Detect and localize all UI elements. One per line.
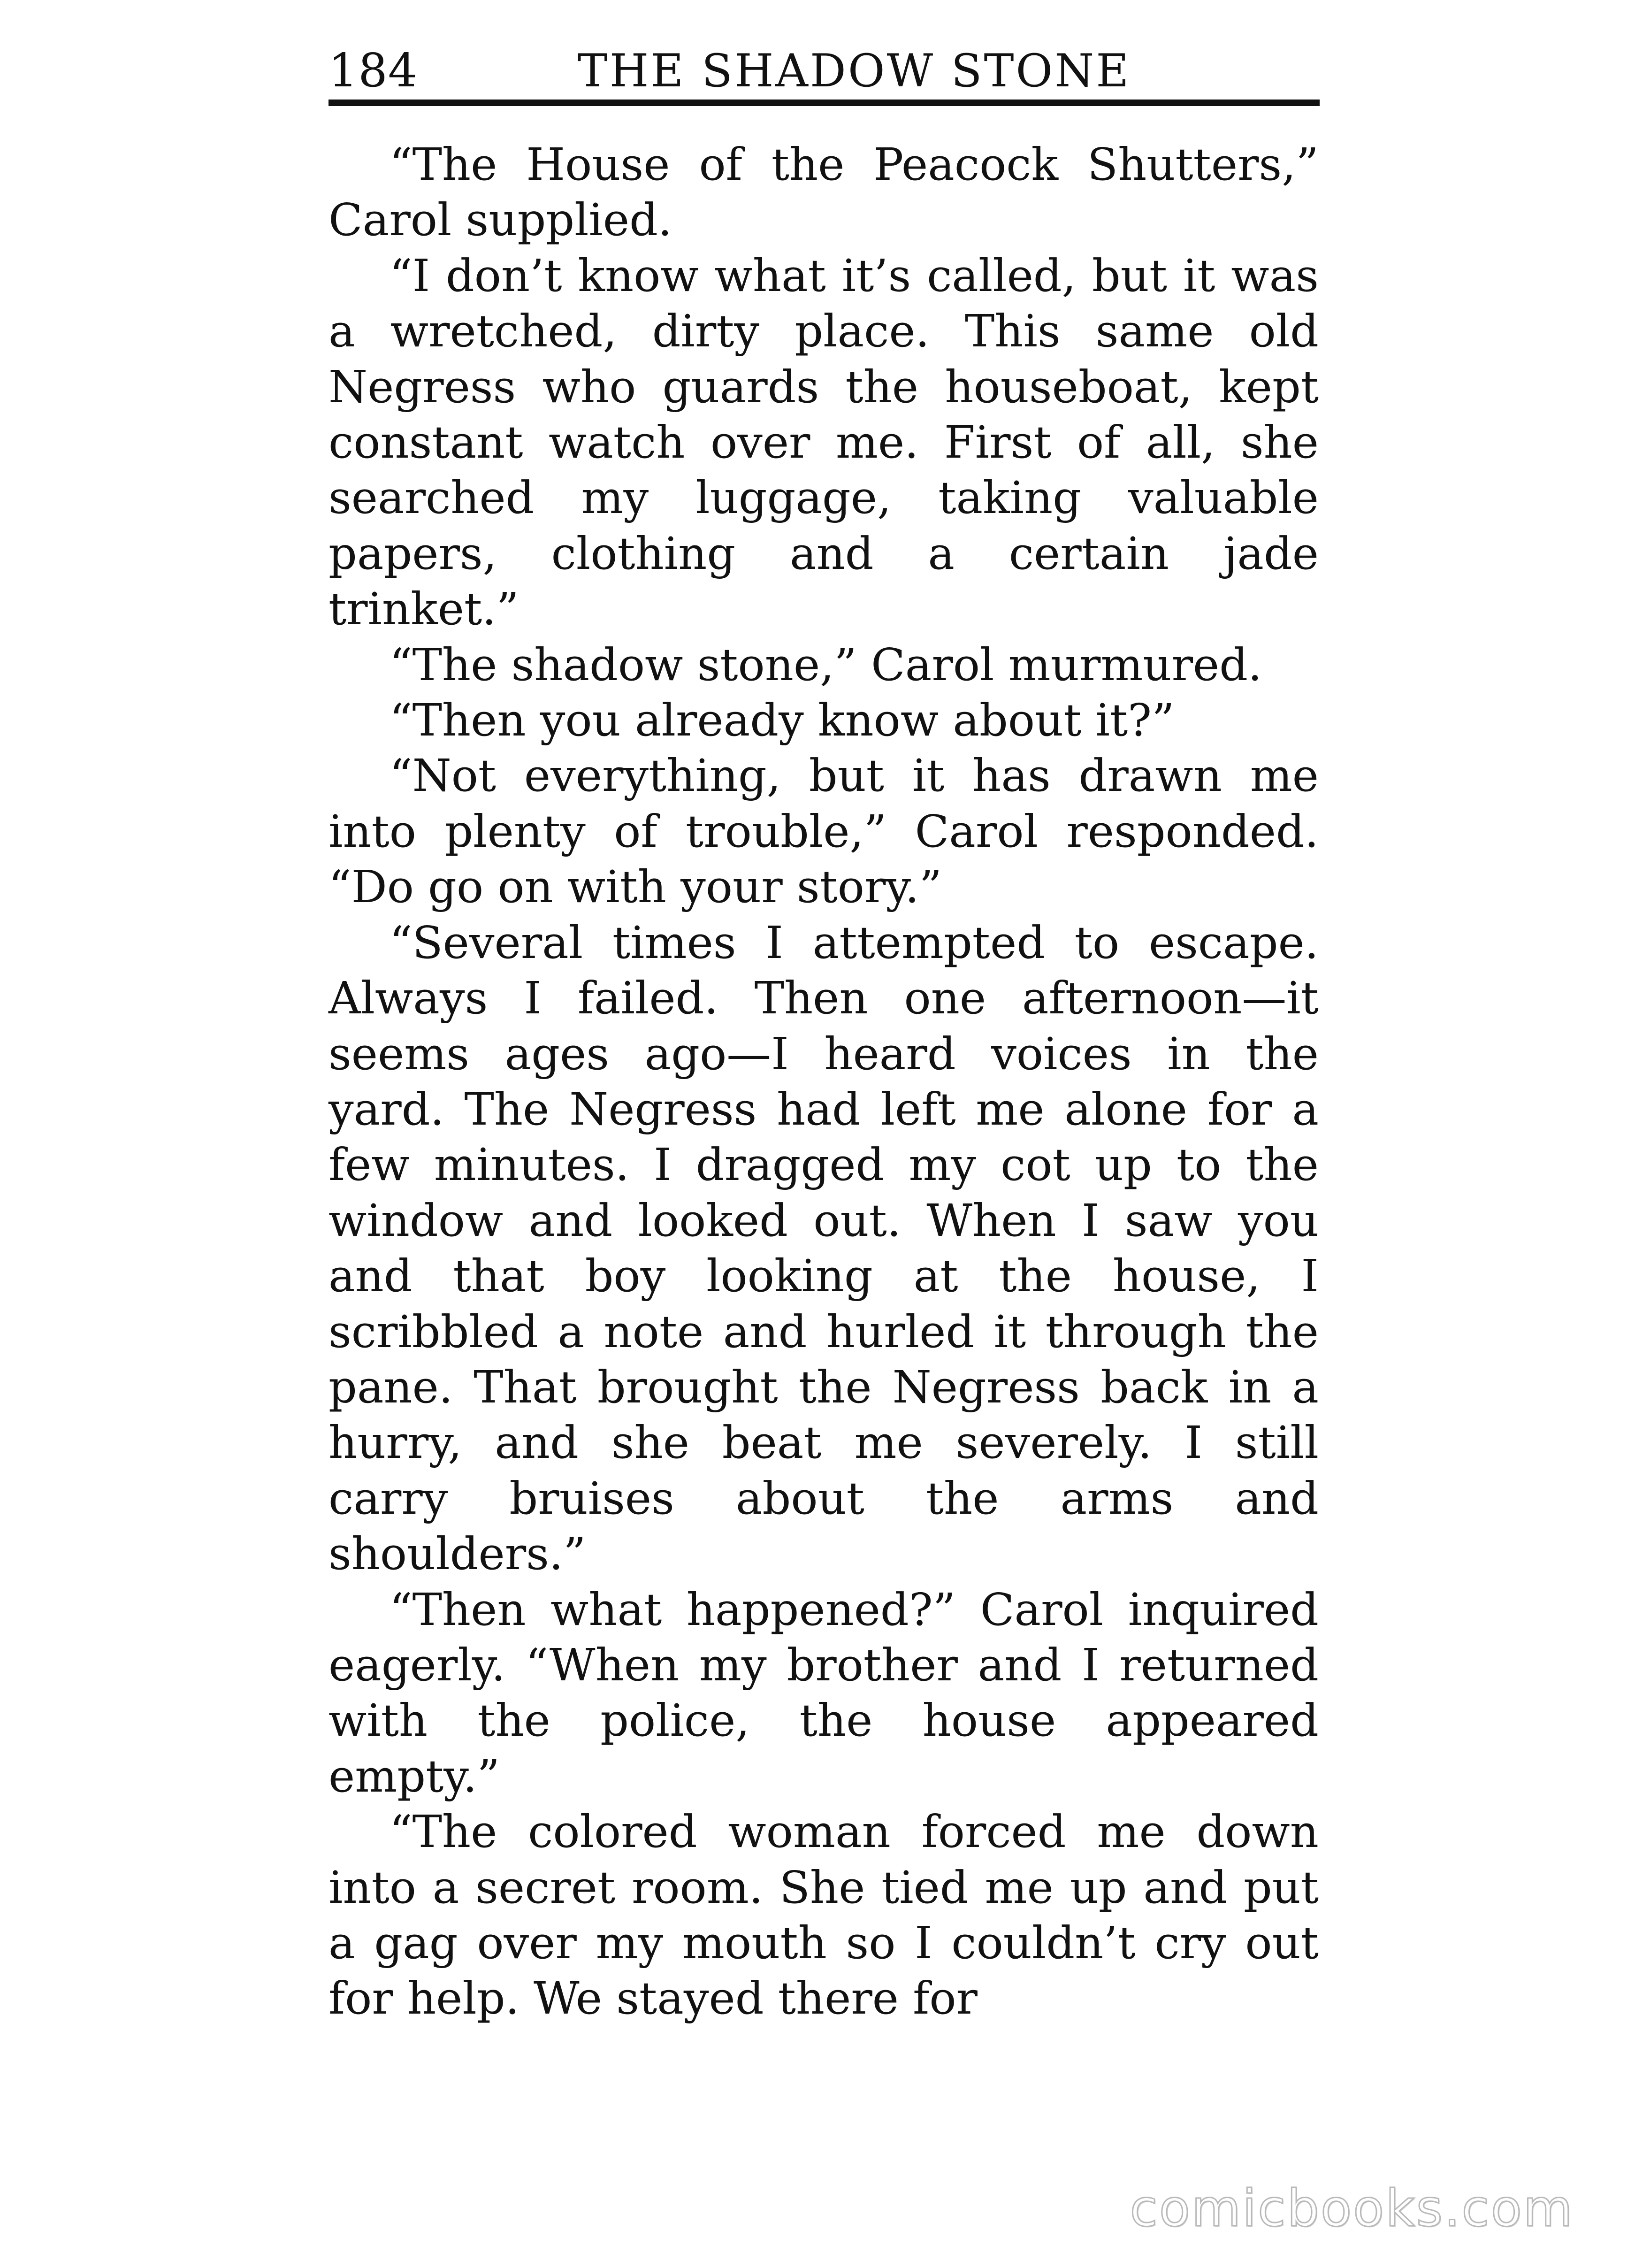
- paragraph: “Then you already know about it?”: [390, 695, 1175, 747]
- paragraph: “I don’t know what it’s called, but it was a wretched, dirty place. This same old Negress who guards the houseboat, kept constant watch over me. First of all, she searched my luggage, taking valuable papers, clothing and a certain jade trinket.”: [329, 250, 1319, 636]
- paragraph: “The House of the Peacock Shutters,” Carol supplied.: [329, 139, 1319, 246]
- paragraph: “The shadow stone,” Carol murmured.: [390, 639, 1262, 691]
- paragraph: “Then what happened?” Carol inquired eagerly. “When my brother and I returned with the police, the house appeared empty.”: [329, 1584, 1319, 1802]
- body-text: [329, 137, 1319, 2027]
- paragraph: “Several times I attempted to escape. Always I failed. Then one afternoon—it seems ages ago—I heard voices in the yard. The Negress had left me alone for a few minutes. I dragged my cot up to the window and looked out. When I saw you and that boy looking at the house, I scribbled a note and hurled it through the pane. That brought the Negress back in a hurry, and she beat me severely. I still carry bruises about the arms and shoulders.”: [329, 917, 1319, 1580]
- page-header: [329, 42, 1319, 103]
- header-rule: [329, 100, 1320, 106]
- page-number: 184: [329, 44, 418, 98]
- watermark: comicbooks.com: [1130, 2179, 1574, 2238]
- running-title: THE SHADOW STONE: [577, 45, 1131, 97]
- paragraph: “The colored woman forced me down into a secret room. She tied me up and put a gag over my mouth so I couldn’t cry out for help. We stayed there for: [329, 1806, 1319, 2025]
- paragraph: “Not everything, but it has drawn me into plenty of trouble,” Carol responded. “Do go on with your story.”: [329, 750, 1319, 913]
